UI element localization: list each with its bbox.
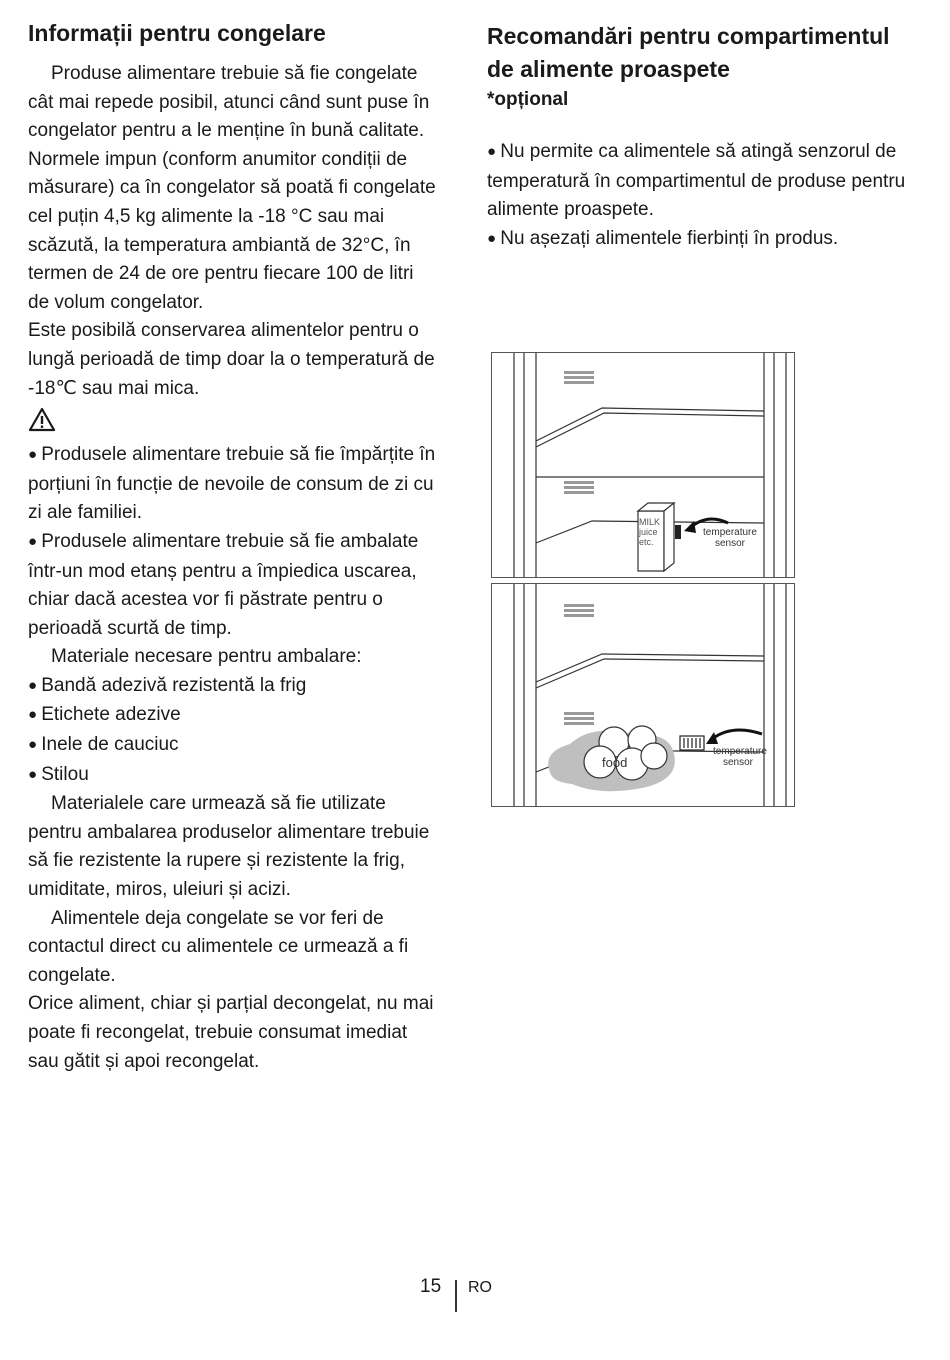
- page-number: 15: [420, 1276, 442, 1297]
- warning-icon: [28, 403, 438, 441]
- page-footer: [0, 1274, 950, 1314]
- paragraph: Orice aliment, chiar și parțial decongelat, nu mai poate fi recongelat, trebuie consumat imediat sau gătit și apoi recongelat.: [28, 993, 434, 1072]
- sensor-label: temperature: [713, 746, 767, 757]
- paragraph: Alimentele deja congelate se vor feri de contactul direct cu alimentele ce urmează a fi congelate.: [28, 907, 409, 986]
- svg-text:MILK: MILK: [639, 517, 661, 527]
- paragraph: Normele impun (conform anumitor condiții de măsurare) ca în congelator să poată fi congelate cel puțin 4,5 kg alimente la -18 °C sau mai scăzută, la temperatura ambiantă de 32°C, în termen de 24 de ore pentru fiecare 100 de litri de volum congelator.: [28, 148, 436, 313]
- list-item: ● Bandă adezivă rezistentă la frig: [28, 672, 438, 702]
- svg-text:sensor: sensor: [722, 757, 754, 768]
- food-label: food: [602, 755, 628, 770]
- list-item: ● Etichete adezive: [28, 701, 438, 731]
- paragraph: Produse alimentare trebuie să fie congelate cât mai repede posibil, atunci când sunt puse în congelator pentru a le menține în bună calitate.: [28, 63, 430, 142]
- section-title-fresh-food: Recomandări pentru compartimentul de alimente proaspete: [487, 23, 890, 82]
- svg-text:juice: juice: [639, 527, 658, 537]
- svg-text:etc.: etc.: [639, 537, 654, 547]
- list-item: ● Inele de cauciuc: [28, 731, 438, 761]
- list-item: ● Produsele alimentare trebuie să fie ambalate într-un mod etanș pentru a împiedica uscarea, chiar dacă acestea vor fi păstrate pentru o perioadă scurtă de timp.: [28, 528, 438, 643]
- footer-divider: [455, 1280, 457, 1312]
- figure-fridge-milk-sensor: [491, 352, 795, 578]
- list-item: ● Nu așezați alimentele fierbinți în produs.: [487, 225, 907, 255]
- section-title-freezing: Informații pentru congelare: [28, 20, 326, 46]
- svg-text:sensor: sensor: [714, 538, 746, 549]
- paragraph: Materialele care urmează să fie utilizate pentru ambalarea produselor alimentare trebuie să fie rezistente la rupere și rezistente la frig, umiditate, miros, uleiuri și acizi.: [28, 793, 430, 901]
- figure-fridge-food-sensor: [491, 583, 795, 807]
- sensor-label: temperature: [703, 527, 757, 538]
- language-code: RO: [468, 1279, 492, 1296]
- paragraph: Este posibilă conservarea alimentelor pentru o lungă perioadă de timp doar la o temperatură de -18℃ sau mai mica.: [28, 320, 435, 399]
- optional-note: *opțional: [487, 89, 569, 110]
- paragraph: Materiale necesare pentru ambalare:: [51, 646, 362, 668]
- list-item: ● Nu permite ca alimentele să atingă senzorul de temperatură în compartimentul de produse pentru alimente proaspete.: [487, 138, 907, 225]
- list-item: ● Stilou: [28, 761, 438, 791]
- right-column: [487, 20, 907, 254]
- list-item: ● Produsele alimentare trebuie să fie împărțite în porțiuni în funcție de nevoile de consum de zi cu zi ale familiei.: [28, 441, 438, 528]
- left-column: [28, 18, 438, 1076]
